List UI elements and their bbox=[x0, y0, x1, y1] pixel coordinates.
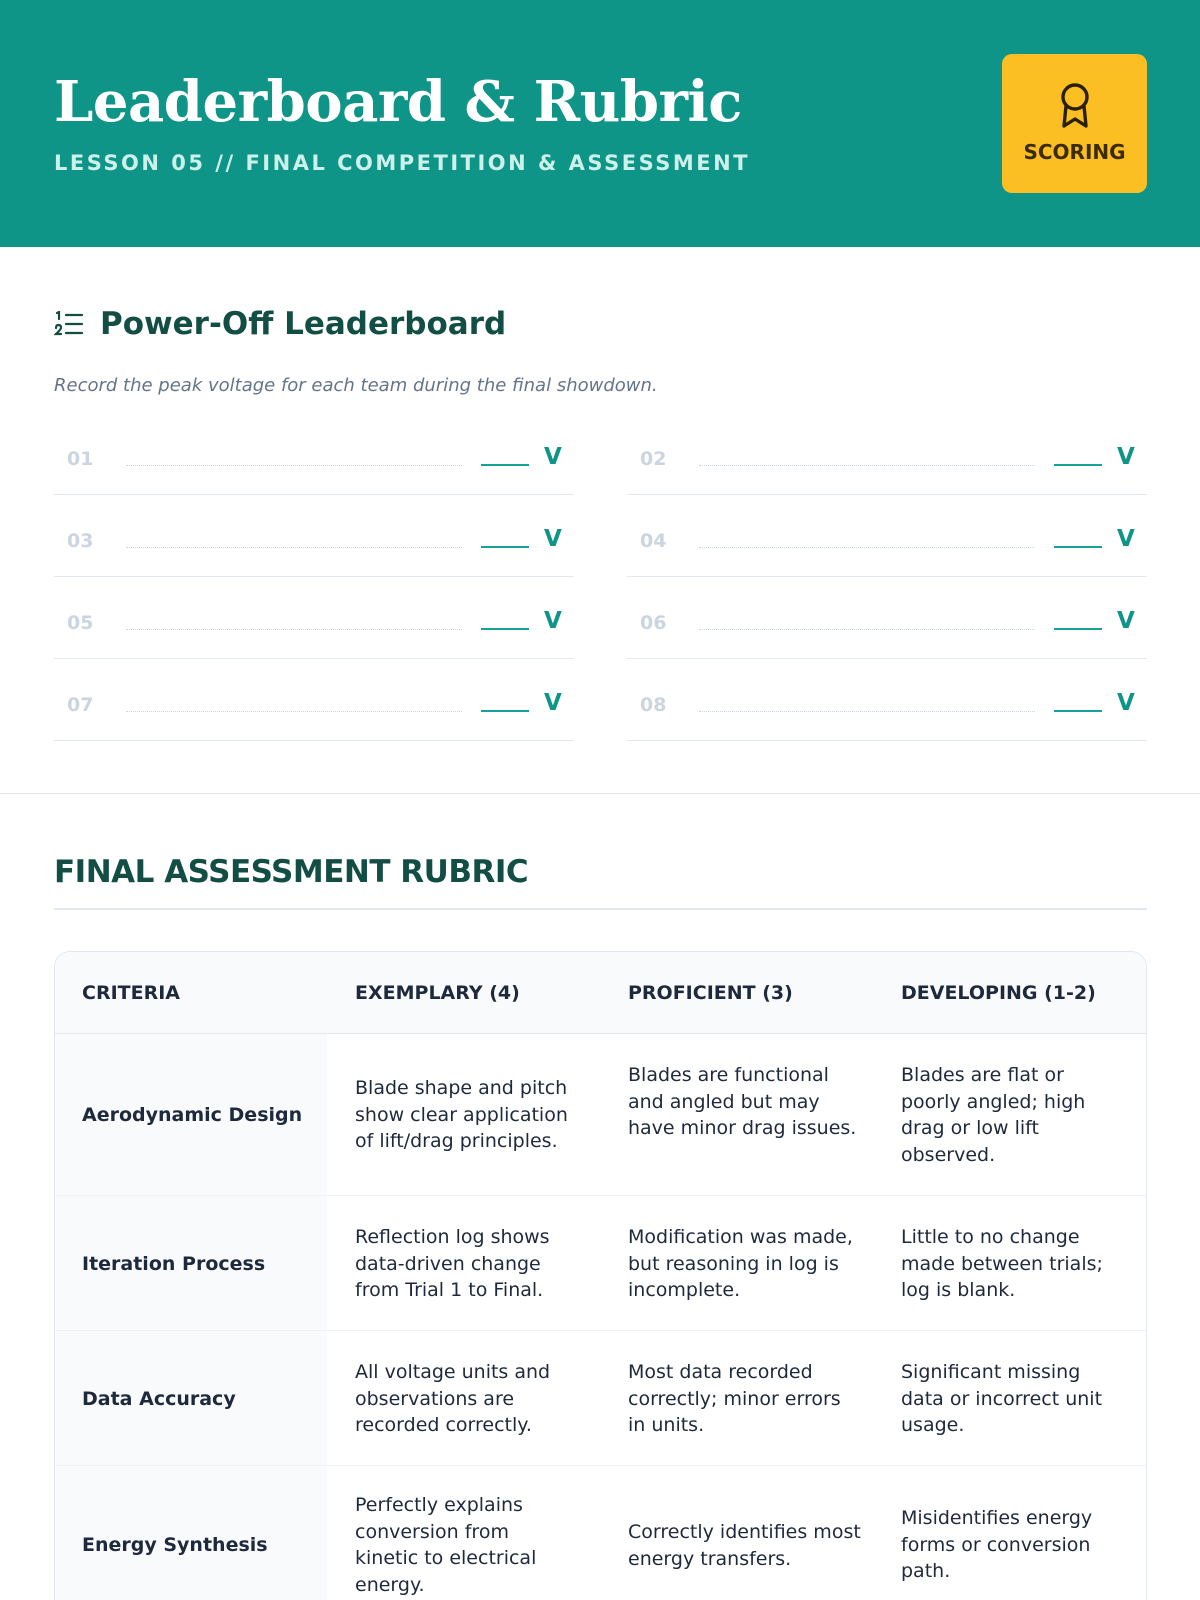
award-ribbon-icon bbox=[1056, 82, 1094, 130]
rubric-row-aerodynamic-design bbox=[55, 1034, 1147, 1196]
leaderboard-row bbox=[54, 495, 574, 577]
voltage-field[interactable] bbox=[1054, 546, 1102, 548]
rubric-title: FINAL ASSESSMENT RUBRIC bbox=[54, 854, 529, 890]
team-number: 04 bbox=[640, 530, 667, 552]
proficient-cell: Blades are functional and angled but may have minor drag issues. bbox=[628, 1064, 857, 1139]
criteria-label: Data Accuracy bbox=[82, 1388, 236, 1410]
column-header-exemplary: EXEMPLARY (4) bbox=[355, 982, 520, 1004]
rubric-title-rule bbox=[54, 908, 1147, 910]
leaderboard-row bbox=[54, 413, 574, 495]
voltage-unit: V bbox=[1117, 608, 1135, 634]
developing-cell: Blades are flat or poorly angled; high drag or low lift observed. bbox=[901, 1064, 1086, 1166]
voltage-unit: V bbox=[1117, 690, 1135, 716]
voltage-field[interactable] bbox=[1054, 710, 1102, 712]
leaderboard-row bbox=[54, 577, 574, 659]
developing-cell: Significant missing data or incorrect unit usage. bbox=[901, 1361, 1103, 1436]
voltage-unit: V bbox=[1117, 444, 1135, 470]
team-name-field[interactable] bbox=[699, 629, 1035, 630]
voltage-unit: V bbox=[544, 608, 562, 634]
team-name-field[interactable] bbox=[126, 465, 462, 466]
leaderboard-title: Power-Off Leaderboard bbox=[100, 306, 507, 342]
team-name-field[interactable] bbox=[126, 547, 462, 548]
team-number: 05 bbox=[67, 612, 94, 634]
team-number: 01 bbox=[67, 448, 94, 470]
criteria-label: Iteration Process bbox=[82, 1253, 266, 1275]
page-title: Leaderboard & Rubric bbox=[54, 69, 742, 135]
exemplary-cell: All voltage units and observations are recorded correctly. bbox=[355, 1361, 551, 1436]
leaderboard-instruction: Record the peak voltage for each team during the final showdown. bbox=[54, 375, 658, 396]
team-number: 02 bbox=[640, 448, 667, 470]
rubric-row-data-accuracy bbox=[55, 1331, 1147, 1466]
rubric-table-header bbox=[55, 952, 1147, 1034]
page-header bbox=[0, 0, 1200, 247]
team-name-field[interactable] bbox=[699, 547, 1035, 548]
rubric-row-iteration-process bbox=[55, 1196, 1147, 1331]
rubric-table bbox=[54, 951, 1147, 1600]
voltage-unit: V bbox=[544, 690, 562, 716]
criteria-label: Aerodynamic Design bbox=[82, 1104, 303, 1126]
voltage-field[interactable] bbox=[1054, 464, 1102, 466]
leaderboard-row bbox=[54, 659, 574, 741]
developing-cell: Little to no change made between trials; log is blank. bbox=[901, 1226, 1103, 1301]
exemplary-cell: Perfectly explains conversion from kinetic to electrical energy. bbox=[355, 1494, 537, 1596]
column-header-proficient: PROFICIENT (3) bbox=[628, 982, 793, 1004]
voltage-field[interactable] bbox=[481, 546, 529, 548]
leaderboard-row bbox=[627, 577, 1147, 659]
team-name-field[interactable] bbox=[699, 711, 1035, 712]
team-number: 08 bbox=[640, 694, 667, 716]
column-header-criteria: CRITERIA bbox=[82, 982, 180, 1004]
scoring-badge bbox=[1002, 54, 1147, 193]
badge-label: SCORING bbox=[1023, 140, 1126, 164]
exemplary-cell: Reflection log shows data-driven change from Trial 1 to Final. bbox=[355, 1226, 550, 1301]
voltage-field[interactable] bbox=[481, 628, 529, 630]
proficient-cell: Correctly identifies most energy transfers. bbox=[628, 1521, 861, 1570]
proficient-cell: Most data recorded correctly; minor errors in units. bbox=[628, 1361, 841, 1436]
criteria-label: Energy Synthesis bbox=[82, 1534, 268, 1556]
section-divider bbox=[0, 793, 1200, 794]
numbered-list-icon bbox=[54, 311, 84, 337]
voltage-unit: V bbox=[544, 526, 562, 552]
team-number: 06 bbox=[640, 612, 667, 634]
leaderboard-row bbox=[627, 495, 1147, 577]
exemplary-cell: Blade shape and pitch show clear application of lift/drag principles. bbox=[355, 1077, 568, 1152]
team-number: 07 bbox=[67, 694, 94, 716]
team-name-field[interactable] bbox=[126, 629, 462, 630]
team-name-field[interactable] bbox=[126, 711, 462, 712]
voltage-unit: V bbox=[1117, 526, 1135, 552]
page-subtitle: LESSON 05 // FINAL COMPETITION & ASSESSMENT bbox=[54, 151, 751, 175]
team-number: 03 bbox=[67, 530, 94, 552]
developing-cell: Misidentifies energy forms or conversion path. bbox=[901, 1507, 1093, 1582]
leaderboard-row bbox=[627, 413, 1147, 495]
team-name-field[interactable] bbox=[699, 465, 1035, 466]
rubric-row-energy-synthesis bbox=[55, 1466, 1147, 1600]
column-header-developing: DEVELOPING (1-2) bbox=[901, 982, 1096, 1004]
voltage-unit: V bbox=[544, 444, 562, 470]
voltage-field[interactable] bbox=[481, 464, 529, 466]
proficient-cell: Modification was made, but reasoning in log is incomplete. bbox=[628, 1226, 853, 1301]
voltage-field[interactable] bbox=[481, 710, 529, 712]
leaderboard-row bbox=[627, 659, 1147, 741]
voltage-field[interactable] bbox=[1054, 628, 1102, 630]
